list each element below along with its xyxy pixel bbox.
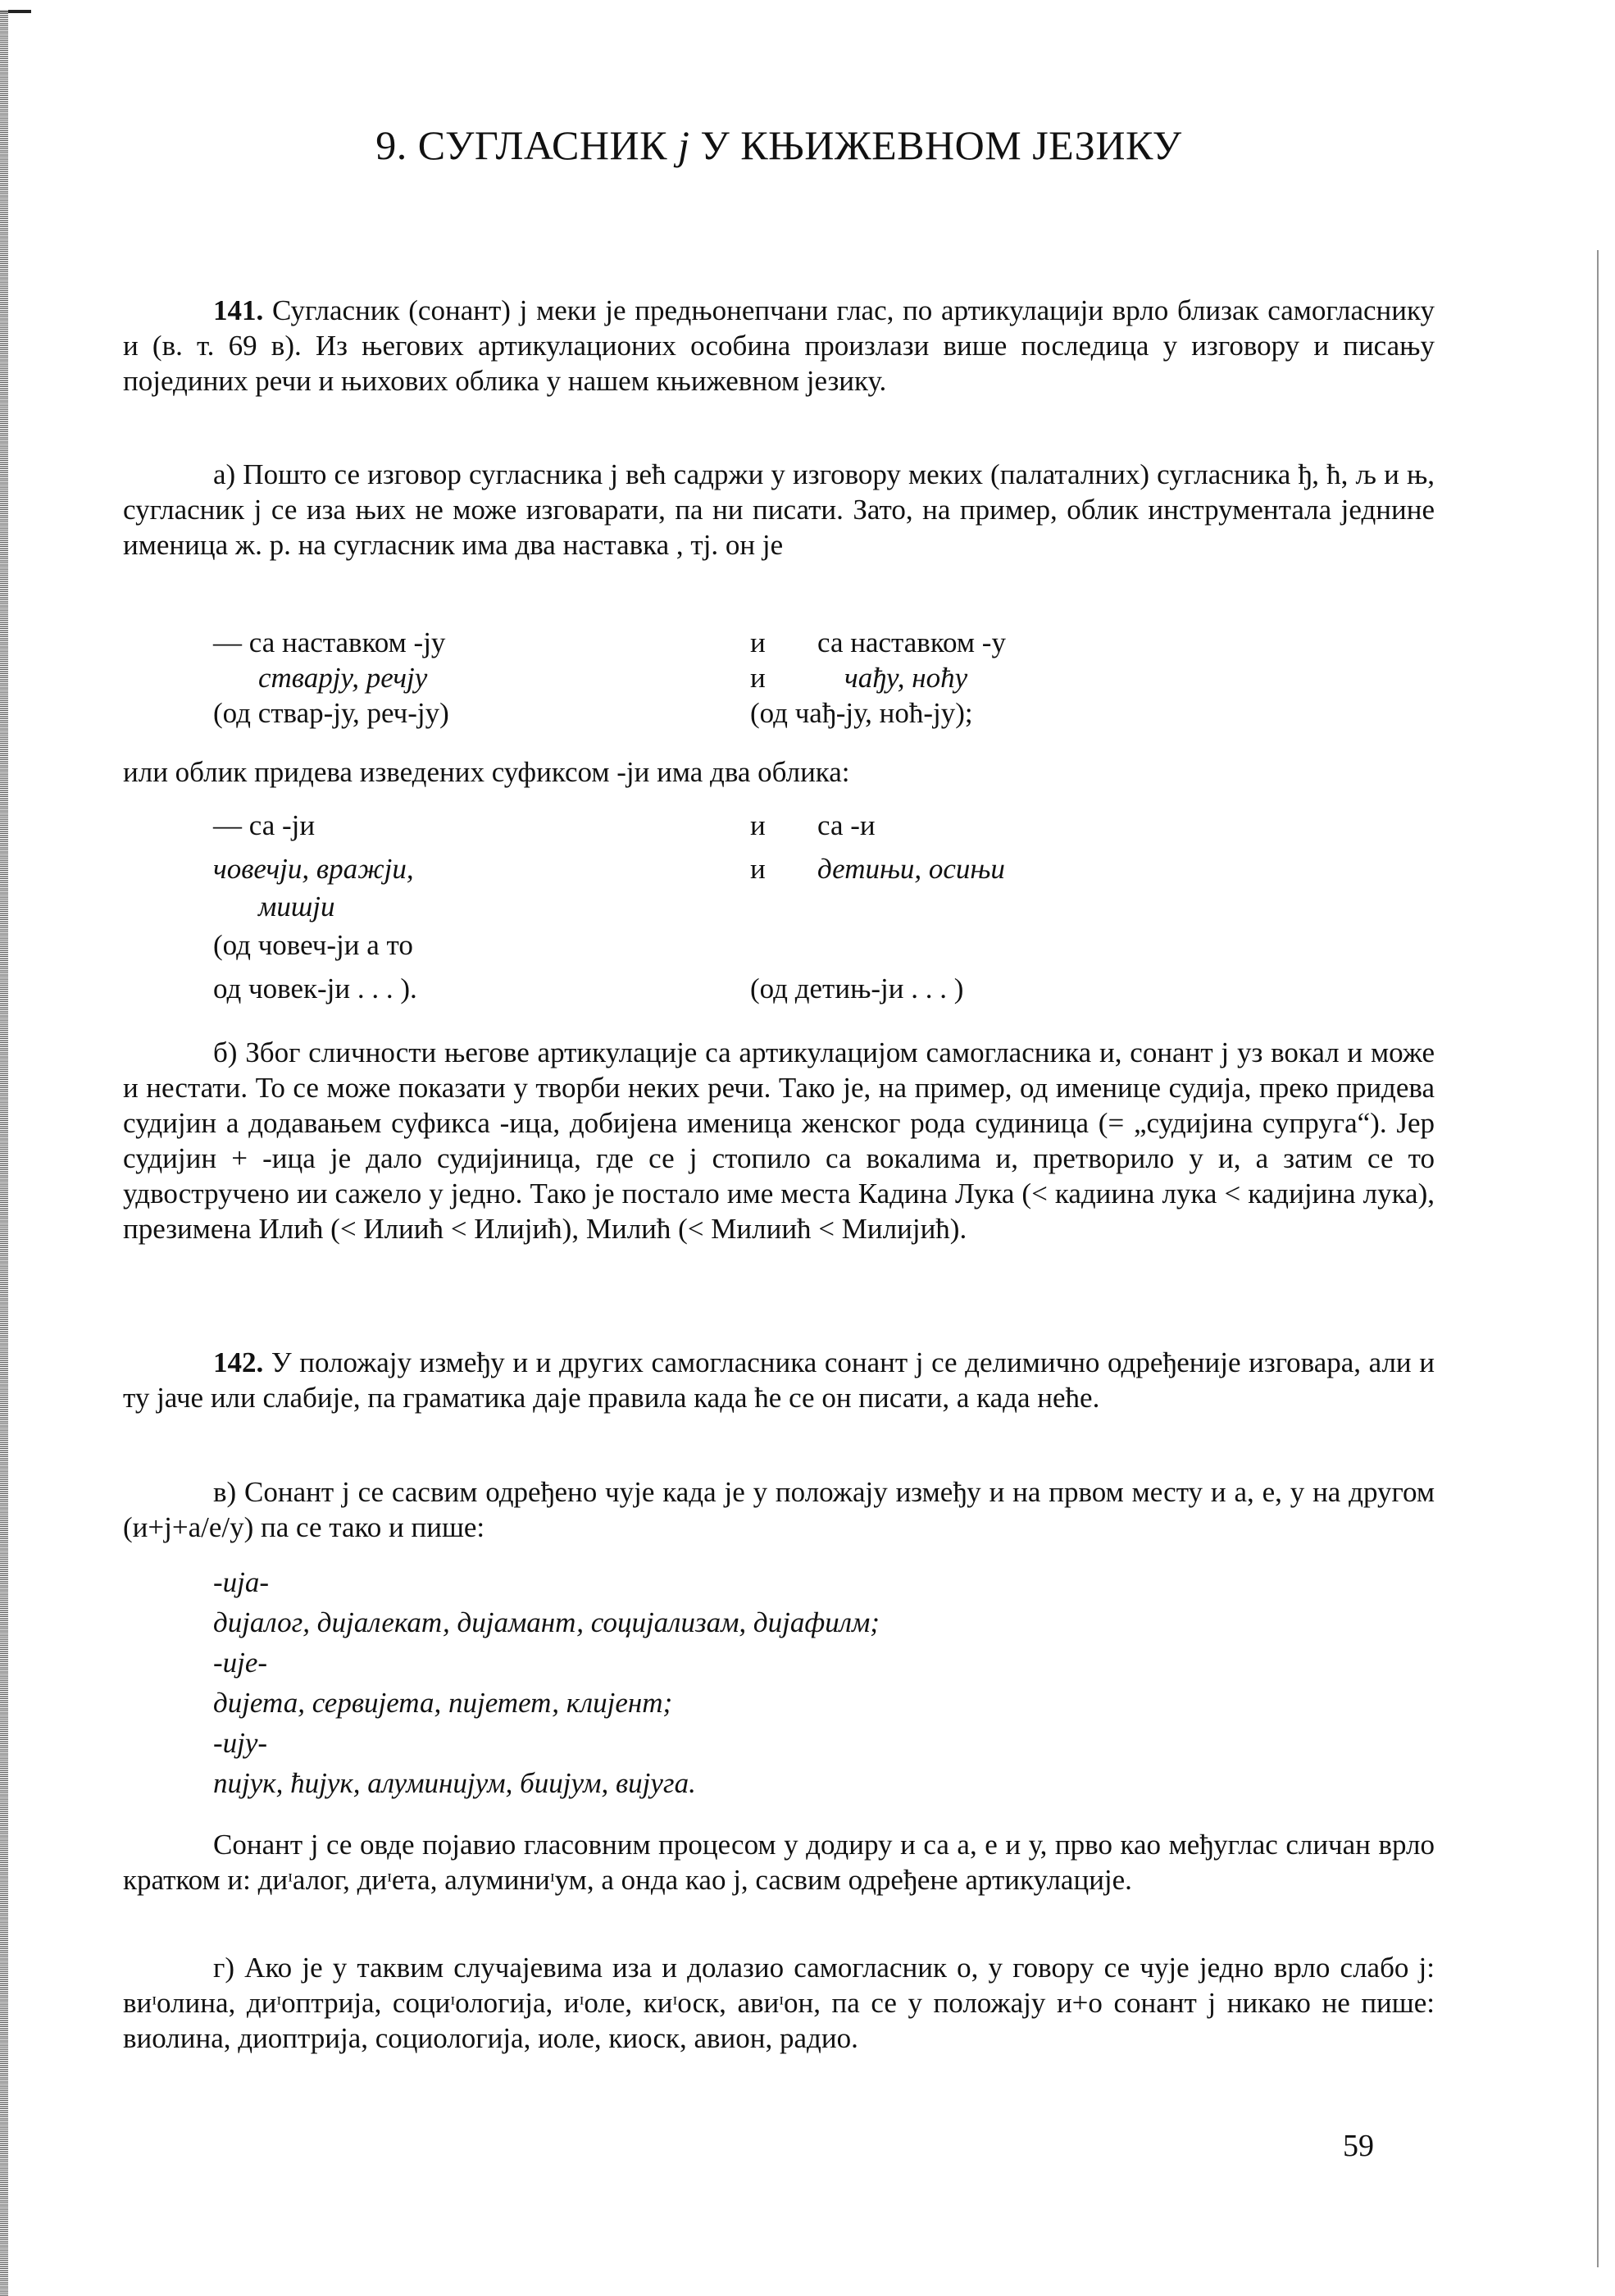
example-words: дијета, сервијета, пијетет, клијент; <box>213 1687 673 1719</box>
example-label: -ију- <box>213 1727 268 1759</box>
paragraph-sonant: Сонант j се овде појавио гласовним процесом у додиру и са а, е и у, прво као међуглас сличан врло кратком и: диᶦалог, диᶦета, алуминиᶦум, а онда као j, сасвим одређене артикулације. <box>123 1829 1435 1896</box>
table1-right <box>750 625 1006 731</box>
table2-left-row: мишји <box>258 891 335 922</box>
paragraph-a: а) Пошто се изговор сугласника j већ садржи у изговору меких (палаталних) сугласника ђ, ћ, љ и њ, сугласник j се иза њих не може изговарати, па ни писати. Зато, на пример, облик инструментала једнине именица ж. р. на сугласник има два наставка , тј. он је <box>123 458 1435 561</box>
paragraph-142: 142. У положају између и и других самогласника сонант j се делимично одређеније изговара, али и ту јаче или слабије, па граматика даје правила када ће се он писати, а када неће. <box>123 1346 1435 1414</box>
table2-left-row: човечји, вражји, <box>213 853 414 885</box>
table2-left-row: (од човеч-ји а то <box>213 929 413 961</box>
table2-right-row: (од детињ-ји . . . ) <box>750 973 964 1004</box>
table2-right-row: детињи, осињи <box>817 853 1005 885</box>
table2-mid: и и <box>750 809 766 885</box>
table1-left-row: стварју, речју <box>258 662 428 694</box>
table2-right <box>750 804 1005 1010</box>
scan-left-edge-shadow <box>0 10 8 2296</box>
paragraph-b: б) Због сличности његове артикулације са артикулацијом самогласника и, сонант j уз вокал и може и нестати. То се може показати у творби неких речи. Тако је, на пример, од именице судија, преко придева судијин а додавањем суфикса -ица, добијена именица женског рода судиница (= „судијина супруга“). Јер судијин + -ица је дало судијиница, где се j стопило са вокалима и, претворило у и, а затим се то удвостручено ии сажело у једно. Тако је постало име места Кадина Лука (< кадиина лука < кадијина лука), презимена Илић (< Илиић < Илијић), Милић (< Милиић < Милијић). <box>123 1036 1435 1245</box>
section-number: 141. <box>213 294 264 326</box>
table2-left <box>213 804 417 1010</box>
table2-left-row: — са -ји <box>213 809 316 841</box>
paragraph-v: в) Сонант j се сасвим одређено чује када је у положају између и на првом месту и а, е, у на другом (и+j+а/е/у) па се тако и пише: <box>123 1476 1435 1543</box>
table1-left-row: (од ствар-jу, реч-jу) <box>213 697 449 729</box>
page-number: 59 <box>1343 2129 1374 2163</box>
table2-left-row: од човек-ји . . . ). <box>213 973 417 1004</box>
paragraph-g: г) Ако је у таквим случајевима иза и долазио самогласник о, у говору се чује једно врло слабо j: виᶦолина, диᶦоптрија, социᶦологија, иᶦоле, киᶦоск, авиᶦон, па се у положају и+о сонант j никако не пише: виолина, диоптрија, социологија, иоле, киоск, авион, радио. <box>123 1952 1435 2054</box>
table1-left-row: — са наставком -jу <box>213 626 446 658</box>
paragraph-adjectives: или облик придева изведених суфиксом -ји има два облика: <box>123 756 850 788</box>
table1-right-row: са наставком -у <box>817 626 1006 658</box>
section-number: 142. <box>213 1346 264 1378</box>
table1-right-row: (од чађ-jу, ноћ-jу); <box>750 697 973 729</box>
table1-mid: и и <box>750 626 766 694</box>
example-label: -ија- <box>213 1566 270 1598</box>
table2-right-row: са -и <box>817 809 876 841</box>
table1-left <box>213 625 449 731</box>
example-label: -ије- <box>213 1647 268 1679</box>
example-words: дијалог, дијалекат, дијамант, социјализам, дијафилм; <box>213 1606 880 1638</box>
table1-right-row: чађу, ноћу <box>844 662 968 694</box>
chapter-title: 9. СУГЛАСНИК j У КЊИЖЕВНОМ ЈЕЗИКУ <box>375 122 1182 168</box>
examples-list <box>213 1562 880 1803</box>
paragraph-141: 141. Сугласник (сонант) j меки је предњонепчани глас, по артикулацији врло близак самогласнику и (в. т. 69 в). Из његових артикулационих особина произлази више последица у изговору и писању појединих речи и њихових облика у нашем књижевном језику. <box>123 294 1435 397</box>
example-words: пијук, ћијук, алуминијум, биијум, вијуга. <box>213 1767 696 1799</box>
scan-right-edge-line <box>1597 250 1599 2267</box>
